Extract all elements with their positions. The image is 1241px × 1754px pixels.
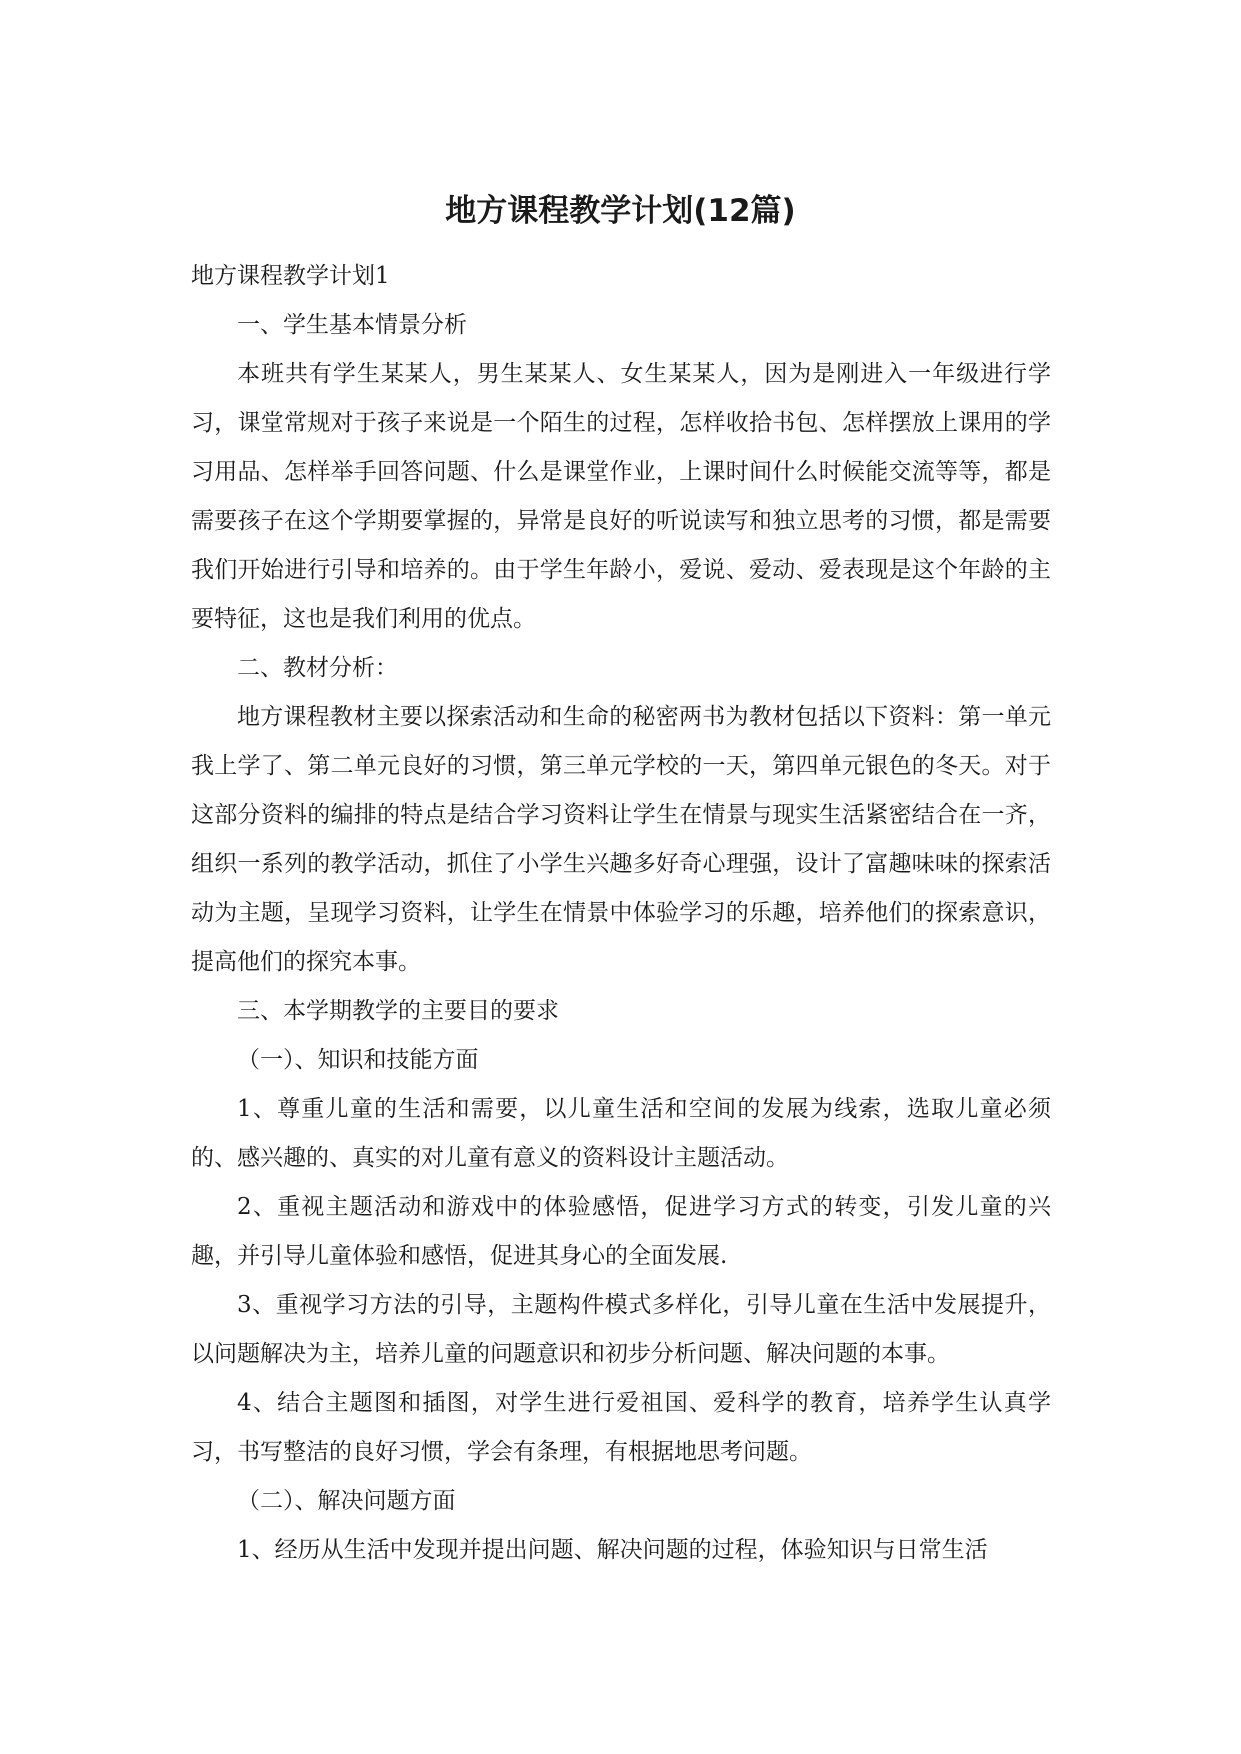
paragraph: （二）、解决问题方面 bbox=[237, 1488, 456, 1514]
paragraph: 1、经历从生活中发现并提出问题、解决问题的过程，体验知识与日常生活 bbox=[237, 1537, 988, 1563]
paragraph: （一）、知识和技能方面 bbox=[237, 1047, 479, 1073]
document-title: 地方课程教学计划(12篇) bbox=[445, 193, 796, 229]
paragraph: 3、重视学习方法的引导，主题构件模式多样化，引导儿童在生活中发展提升，以问题解决为主，培养儿童的问题意识和初步分析问题、解决问题的本事。 bbox=[191, 1292, 1051, 1367]
paragraph: 三、本学期教学的主要目的要求 bbox=[237, 998, 559, 1024]
paragraph: 一、学生基本情景分析 bbox=[237, 312, 467, 338]
section-heading: 地方课程教学计划1 bbox=[191, 263, 390, 289]
paragraph: 2、重视主题活动和游戏中的体验感悟，促进学习方式的转变，引发儿童的兴趣，并引导儿童体验和感悟，促进其身心的全面发展. bbox=[191, 1194, 1051, 1269]
paragraph: 1、尊重儿童的生活和需要，以儿童生活和空间的发展为线索，选取儿童必须的、感兴趣的、真实的对儿童有意义的资料设计主题活动。 bbox=[191, 1096, 1051, 1171]
paragraph: 地方课程教材主要以探索活动和生命的秘密两书为教材包括以下资料：第一单元我上学了、第二单元良好的习惯，第三单元学校的一天，第四单元银色的冬天。对于这部分资料的编排的特点是结合学习资料让学生在情景与现实生活紧密结合在一齐，组织一系列的教学活动，抓住了小学生兴趣多好奇心理强，设计了富趣味味的探索活动为主题，呈现学习资料，让学生在情景中体验学习的乐趣，培养他们的探索意识，提高他们的探究本事。 bbox=[191, 704, 1051, 975]
paragraph: 本班共有学生某某人，男生某某人、女生某某人，因为是刚进入一年级进行学习，课堂常规对于孩子来说是一个陌生的过程，怎样收拾书包、怎样摆放上课用的学习用品、怎样举手回答问题、什么是课堂作业，上课时间什么时候能交流等等，都是需要孩子在这个学期要掌握的，异常是良好的听说读写和独立思考的习惯，都是需要我们开始进行引导和培养的。由于学生年龄小，爱说、爱动、爱表现是这个年龄的主要特征，这也是我们利用的优点。 bbox=[191, 361, 1051, 632]
document-body bbox=[191, 252, 1051, 1575]
paragraph: 二、教材分析： bbox=[237, 655, 398, 681]
paragraph: 4、结合主题图和插图，对学生进行爱祖国、爱科学的教育，培养学生认真学习，书写整洁的良好习惯，学会有条理，有根据地思考问题。 bbox=[191, 1390, 1051, 1465]
